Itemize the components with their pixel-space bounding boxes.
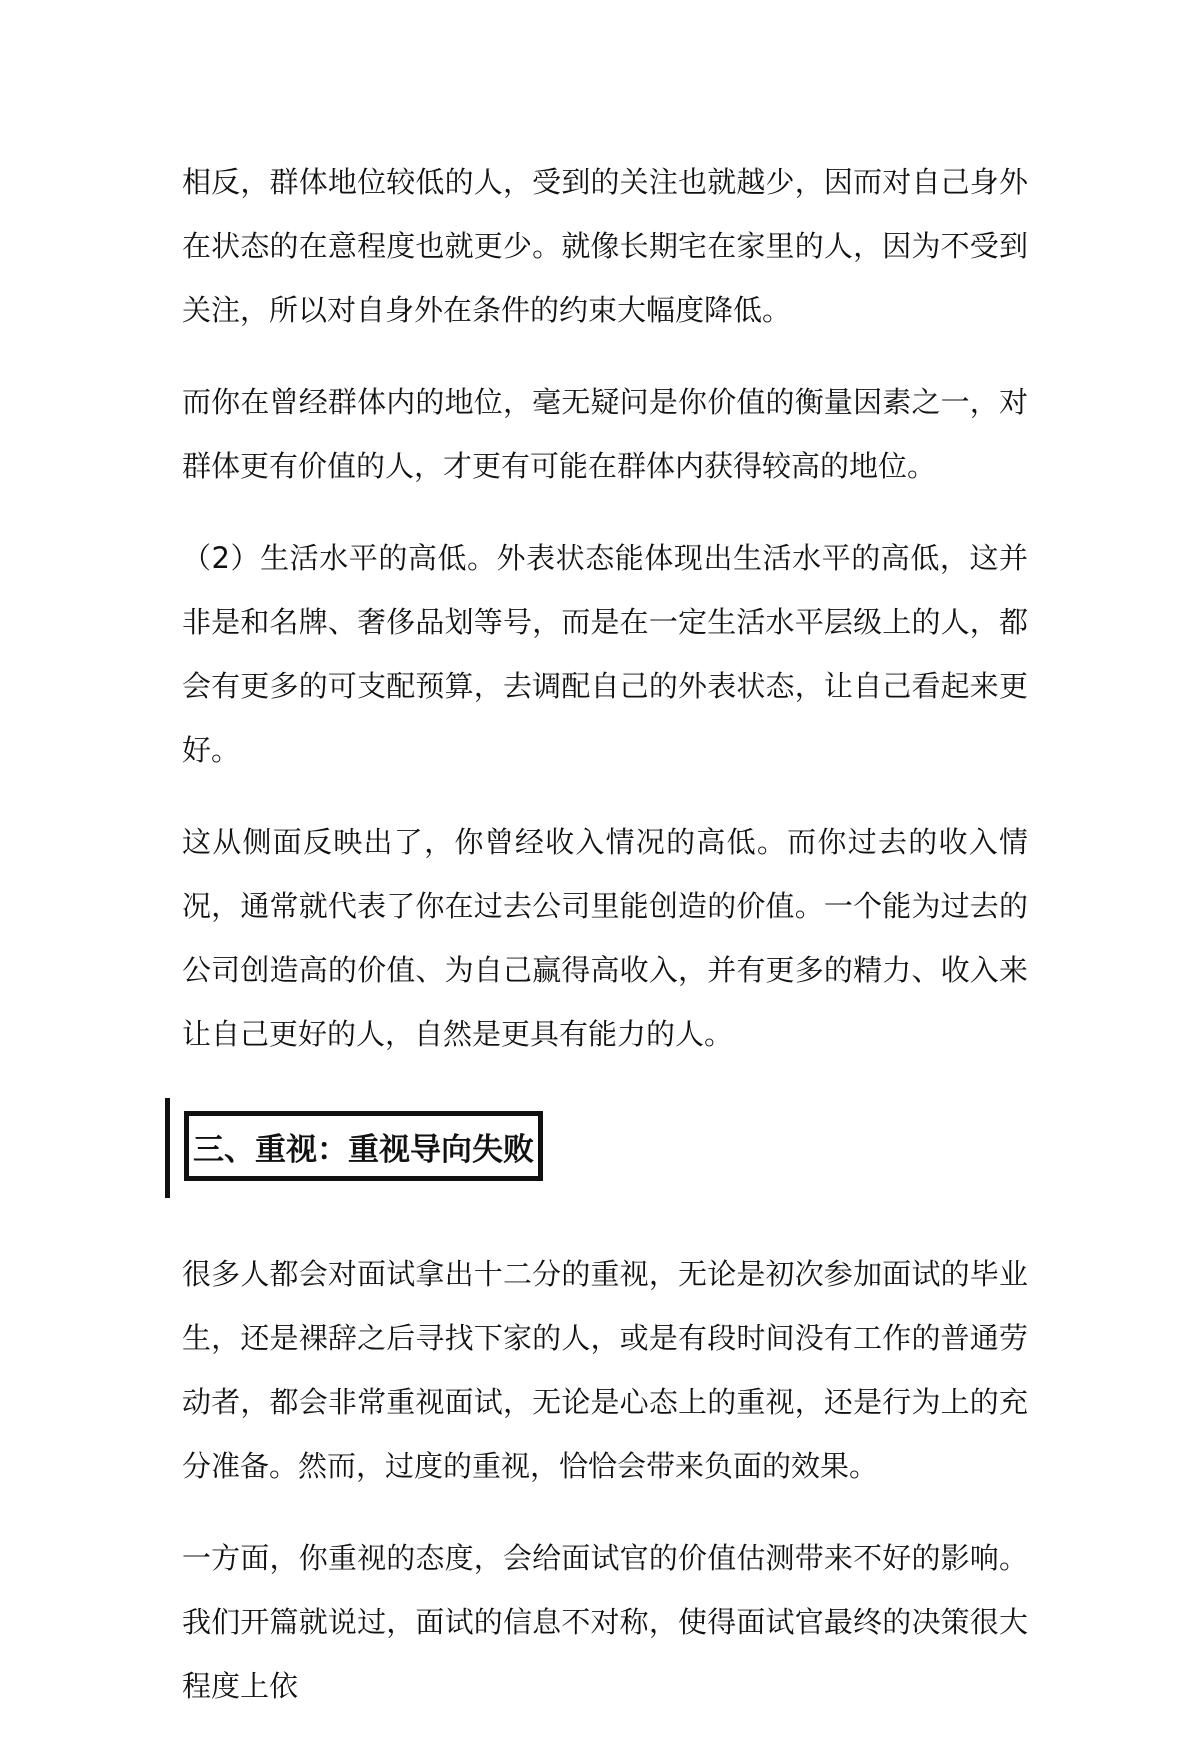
- paragraph-status-attention: 相反，群体地位较低的人，受到的关注也就越少，因而对自己身外在状态的在意程度也就更少。就像长期宅在家里的人，因为不受到关注，所以对自身外在条件的约束大幅度降低。: [182, 165, 1028, 327]
- section-heading-block: [182, 1098, 1028, 1198]
- paragraph-income-value: 这从侧面反映出了，你曾经收入情况的高低。而你过去的收入情况，通常就代表了你在过去公司里能创造的价值。一个能为过去的公司创造高的价值、为自己赢得高收入，并有更多的精力、收入来让自己更好的人，自然是更具有能力的人。: [182, 825, 1028, 1051]
- paragraph-group-position: 而你在曾经群体内的地位，毫无疑问是你价值的衡量因素之一，对群体更有价值的人，才更有可能在群体内获得较高的地位。: [182, 385, 1028, 483]
- heading-accent-bar: [165, 1098, 170, 1198]
- paragraph-overvaluing-interview: 很多人都会对面试拿出十二分的重视，无论是初次参加面试的毕业生，还是裸辞之后寻找下家的人，或是有段时间没有工作的普通劳动者，都会非常重视面试，无论是心态上的重视，还是行为上的充分准备。然而，过度的重视，恰恰会带来负面的效果。: [182, 1257, 1028, 1483]
- document-body: [182, 150, 1028, 1746]
- paragraph-living-standard: （2）生活水平的高低。外表状态能体现出生活水平的高低，这并非是和名牌、奢侈品划等号，而是在一定生活水平层级上的人，都会有更多的可支配预算，去调配自己的外表状态，让自己看起来更好。: [182, 541, 1028, 767]
- section-heading: 三、重视：重视导向失败: [184, 1111, 543, 1181]
- paragraph-attitude-impact: 一方面，你重视的态度，会给面试官的价值估测带来不好的影响。我们开篇就说过，面试的信息不对称，使得面试官最终的决策很大程度上依: [182, 1541, 1028, 1703]
